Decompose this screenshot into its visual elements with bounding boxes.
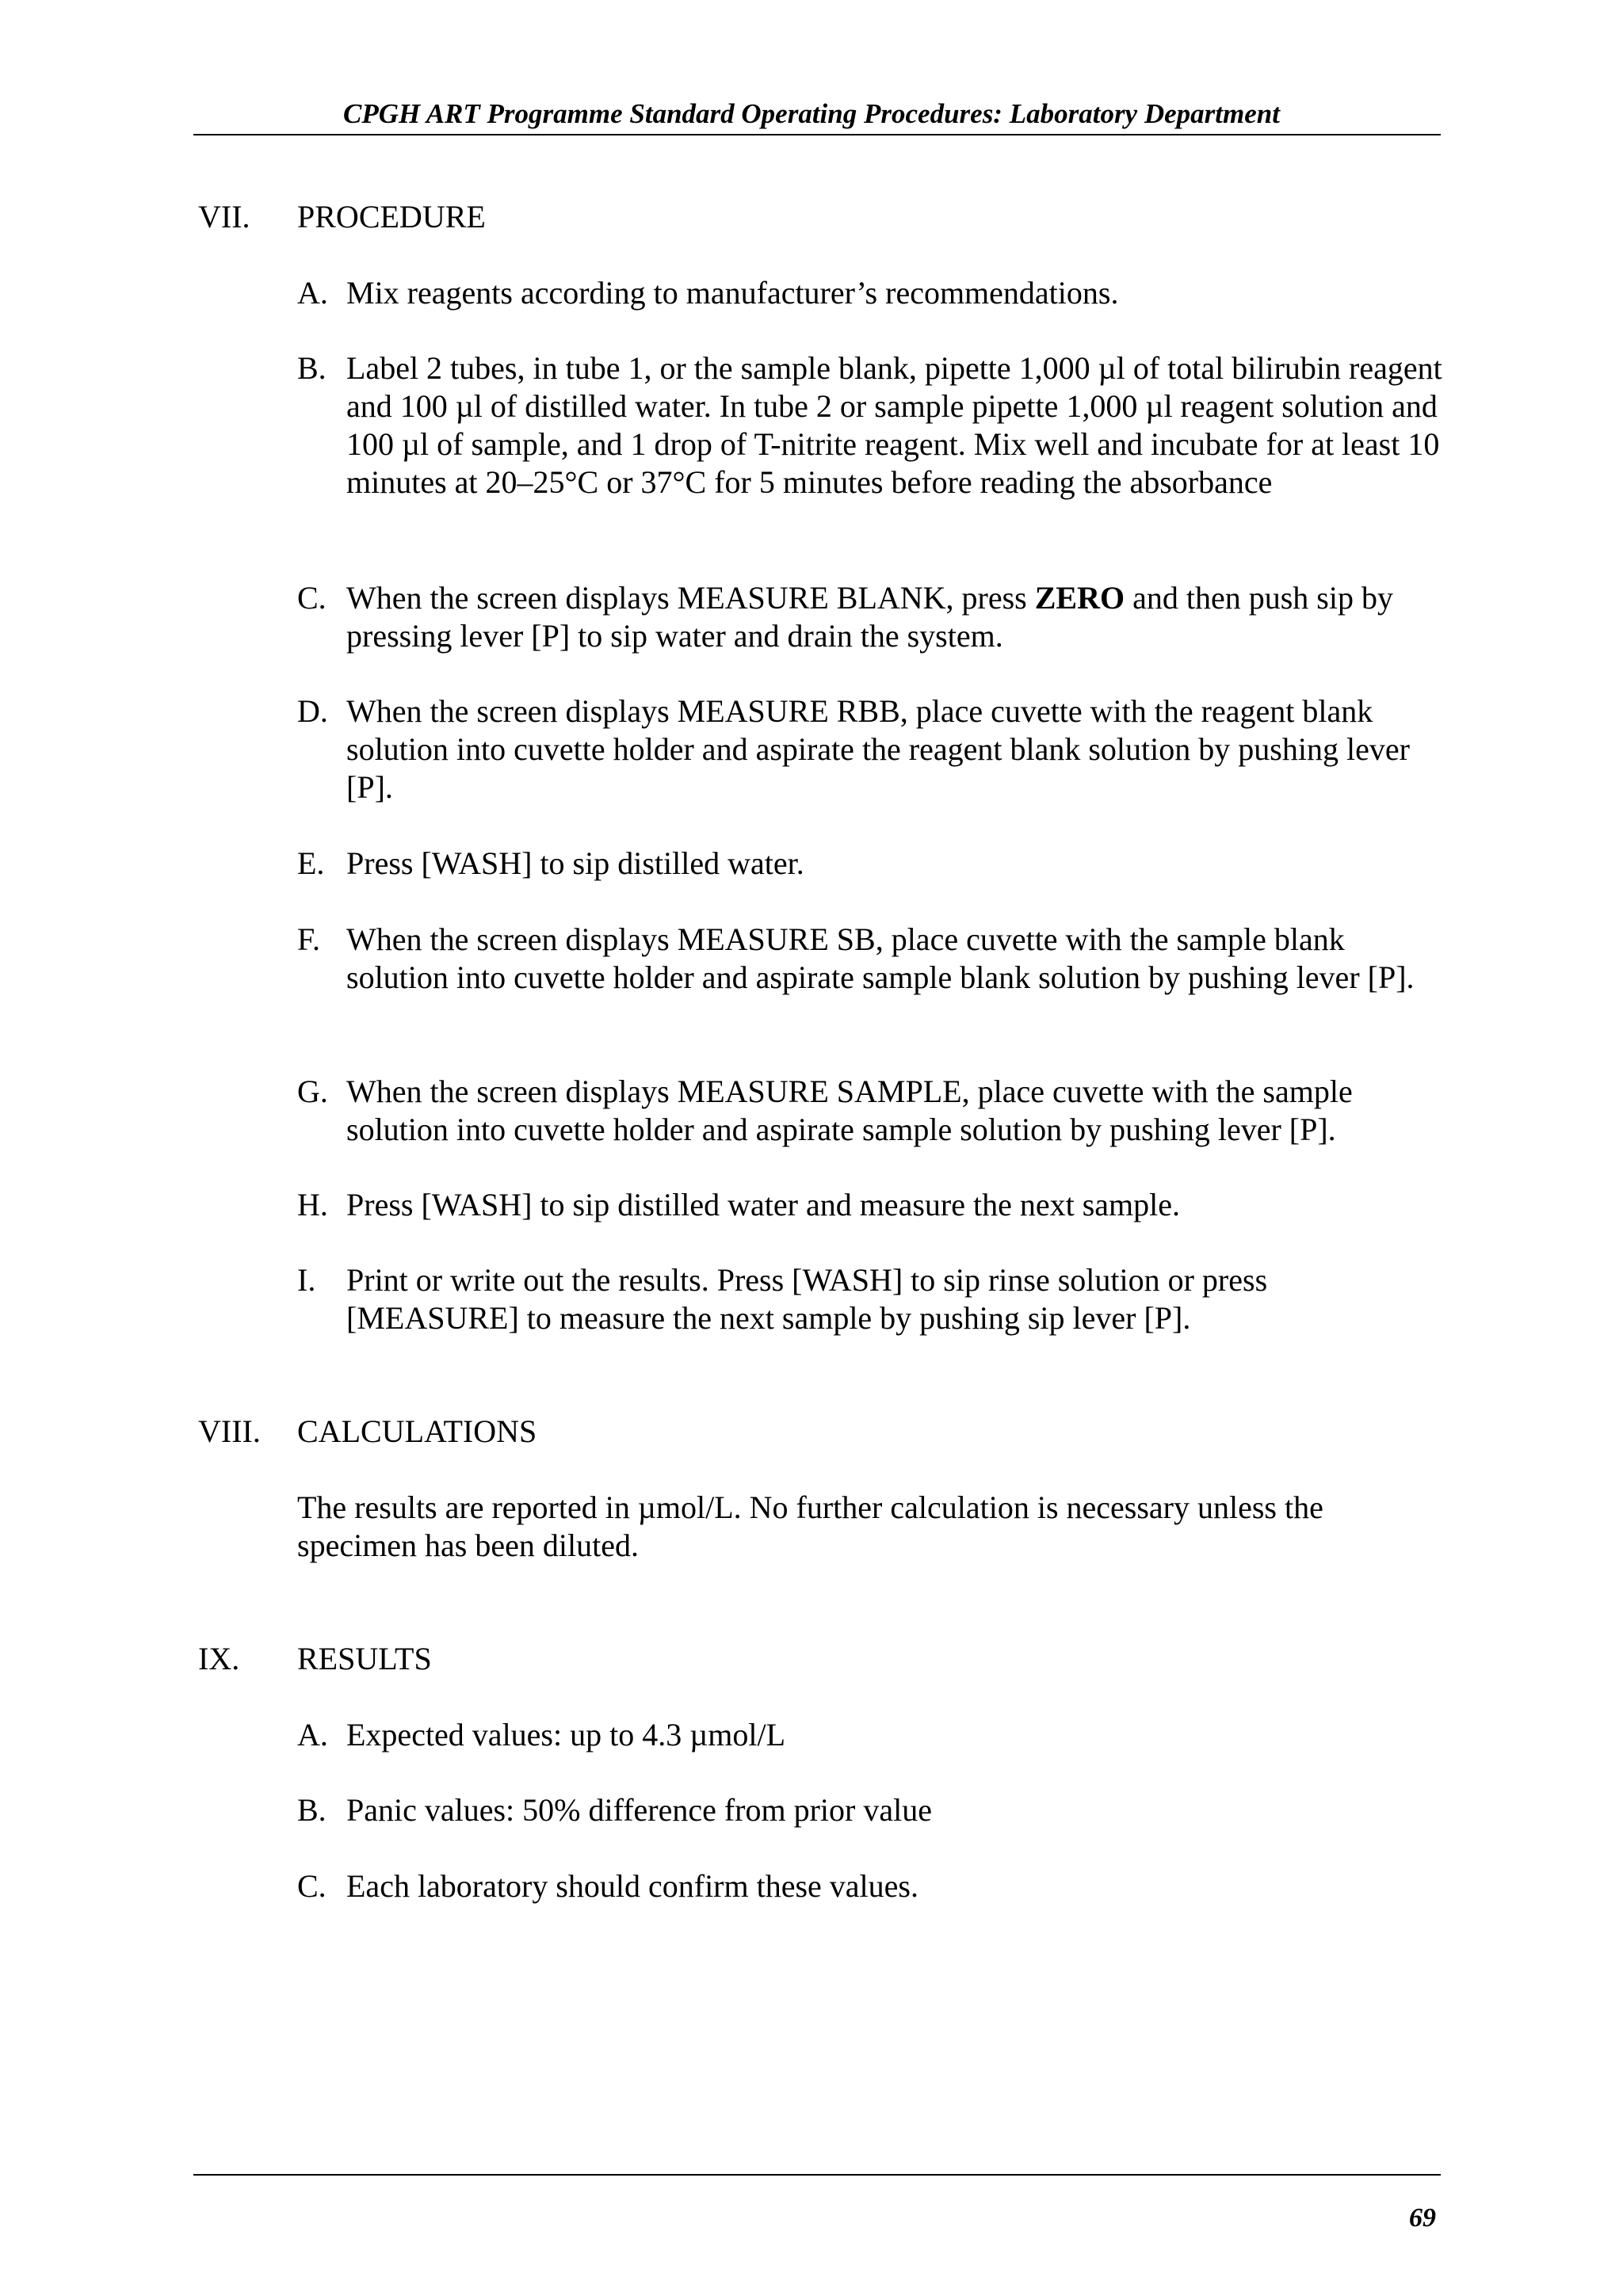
results-item-b [297, 1791, 1446, 1829]
results-item-c [297, 1867, 1446, 1905]
item-text: When the screen displays MEASURE SB, place cuvette with the sample blank solution into cuvette holder and aspirate sample blank solution by pushing lever [P]. [346, 921, 1415, 995]
calculations-paragraph: The results are reported in µmol/L. No further calculation is necessary unless the specimen has been diluted. [297, 1489, 1323, 1563]
section-numeral-results: IX. [198, 1641, 240, 1676]
item-letter: A. [297, 1717, 328, 1753]
item-text-before: When the screen displays MEASURE BLANK, press [346, 580, 1035, 616]
item-text: Each laboratory should confirm these values. [346, 1868, 918, 1904]
footer-rule [193, 2174, 1441, 2176]
section-heading-calculations: CALCULATIONS [297, 1413, 537, 1449]
item-letter: E. [297, 845, 325, 881]
item-letter: H. [297, 1187, 328, 1222]
item-text-after: and then push sip by pressing lever [P] to sip water and drain the system. [346, 580, 1393, 654]
item-text: Mix reagents according to manufacturer’s recommendations. [346, 275, 1119, 311]
section-heading-procedure: PROCEDURE [297, 199, 486, 235]
procedure-item-b [297, 349, 1446, 502]
section-heading-results: RESULTS [297, 1641, 432, 1676]
item-text: When the screen displays MEASURE SAMPLE, place cuvette with the sample solution into cuvette holder and aspirate sample solution by pushing lever [P]. [346, 1074, 1353, 1147]
results-item-a [297, 1716, 1446, 1754]
item-letter: B. [297, 1792, 327, 1828]
item-text: Print or write out the results. Press [WASH] to sip rinse solution or press [MEASURE] to measure the next sample by pushing sip lever [P]. [346, 1262, 1268, 1336]
procedure-item-h [297, 1186, 1446, 1224]
header-rule [193, 134, 1441, 135]
running-header: CPGH ART Programme Standard Operating Procedures: Laboratory Department [343, 98, 1280, 129]
item-letter: I. [297, 1262, 316, 1298]
section-numeral-procedure: VII. [198, 199, 250, 235]
item-letter: F. [297, 921, 321, 957]
item-text [346, 579, 1444, 655]
procedure-item-g [297, 1073, 1446, 1149]
procedure-item-a [297, 274, 1446, 312]
item-letter: C. [297, 580, 327, 616]
section-numeral-calculations: VIII. [198, 1413, 261, 1449]
item-text: Expected values: up to 4.3 µmol/L [346, 1717, 786, 1753]
item-text: When the screen displays MEASURE RBB, place cuvette with the reagent blank solution into cuvette holder and aspirate the reagent blank solution by pushing lever [P]. [346, 693, 1410, 805]
item-text: Label 2 tubes, in tube 1, or the sample blank, pipette 1,000 µl of total bilirubin reagent and 100 µl of distilled water. In tube 2 or sample pipette 1,000 µl reagent solution and 100 µl of sample, and 1 drop of T-nitrite reagent. Mix well and incubate for at least 10 minutes at 20–25°C or 37°C for 5 minutes before reading the absorbance [346, 350, 1442, 500]
zero-key-label: ZERO [1034, 580, 1125, 616]
item-text: Press [WASH] to sip distilled water. [346, 845, 804, 881]
item-text: Press [WASH] to sip distilled water and measure the next sample. [346, 1187, 1180, 1222]
procedure-item-f [297, 921, 1446, 997]
item-letter: A. [297, 275, 328, 311]
procedure-item-d [297, 692, 1446, 807]
item-letter: G. [297, 1074, 328, 1109]
item-letter: B. [297, 350, 327, 386]
item-letter: C. [297, 1868, 327, 1904]
item-letter: D. [297, 693, 328, 729]
procedure-item-e [297, 845, 1446, 883]
procedure-item-i [297, 1261, 1446, 1337]
page-number: 69 [1409, 2203, 1436, 2233]
item-text: Panic values: 50% difference from prior value [346, 1792, 932, 1828]
procedure-item-c [297, 579, 1446, 655]
